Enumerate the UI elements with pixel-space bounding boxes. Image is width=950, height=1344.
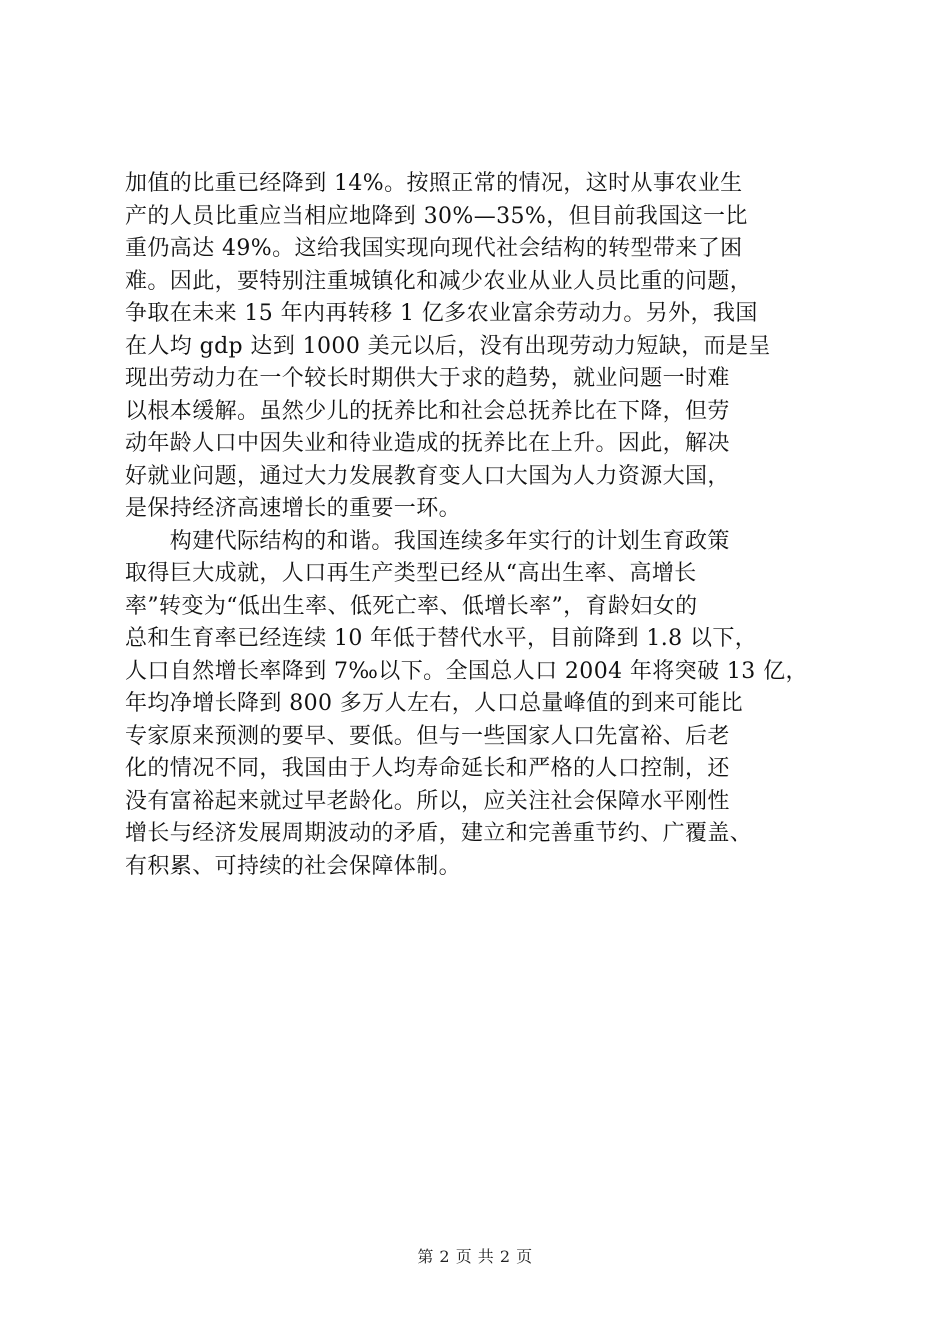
text-line: 化的情况不同，我国由于人均寿命延长和严格的人口控制，还 (125, 756, 730, 781)
text-line: 年均净增长降到 800 多万人左右，人口总量峰值的到来可能比 (125, 691, 743, 716)
text-line: 难。因此，要特别注重城镇化和减少农业从业人员比重的问题， (125, 268, 753, 294)
text-line: 加值的比重已经降到 14%。按照正常的情况，这时从事农业生 (125, 171, 743, 196)
page-footer (0, 1244, 950, 1267)
text-line: 构建代际结构的和谐。我国连续多年实行的计划生育政策 (125, 528, 730, 554)
text-line: 是保持经济高速增长的重要一环。 (125, 496, 462, 521)
text-line: 以根本缓解。虽然少儿的抚养比和社会总抚养比在下降，但劳 (125, 398, 730, 424)
text-line: 争取在未来 15 年内再转移 1 亿多农业富余劳动力。另外，我国 (125, 301, 758, 326)
text-line: 专家原来预测的要早、要低。但与一些国家人口先富裕、后老 (125, 723, 730, 749)
text-line: 率”转变为“低出生率、低死亡率、低增长率”，育龄妇女的 (125, 593, 698, 619)
text-line: 好就业问题，通过大力发展教育变人口大国为人力资源大国， (125, 463, 730, 489)
document-body (125, 168, 837, 883)
text-line: 人口自然增长率降到 7‰以下。全国总人口 2004 年将突破 13 亿， (125, 658, 808, 684)
text-line: 在人均 gdp 达到 1000 美元以后，没有出现劳动力短缺，而是呈 (125, 333, 771, 359)
text-line: 总和生育率已经连续 10 年低于替代水平，目前降到 1.8 以下， (125, 626, 758, 651)
text-line: 没有富裕起来就过早老龄化。所以，应关注社会保障水平刚性 (125, 788, 730, 814)
page-number: 第 2 页 共 2 页 (417, 1247, 533, 1266)
text-line: 重仍高达 49%。这给我国实现向现代社会结构的转型带来了困 (125, 236, 743, 261)
paragraph-generational-structure (125, 526, 837, 884)
text-line: 取得巨大成就，人口再生产类型已经从“高出生率、高增长 (125, 561, 697, 586)
text-line: 现出劳动力在一个较长时期供大于求的趋势，就业问题一时难 (125, 366, 730, 391)
text-line: 产的人员比重应当相应地降到 30%—35%，但目前我国这一比 (125, 203, 748, 229)
paragraph-employment (125, 168, 837, 526)
text-line: 动年龄人口中因失业和待业造成的抚养比在上升。因此，解决 (125, 431, 730, 456)
text-line: 增长与经济发展周期波动的矛盾，建立和完善重节约、广覆盖、 (125, 821, 753, 846)
text-line: 有积累、可持续的社会保障体制。 (125, 853, 462, 879)
